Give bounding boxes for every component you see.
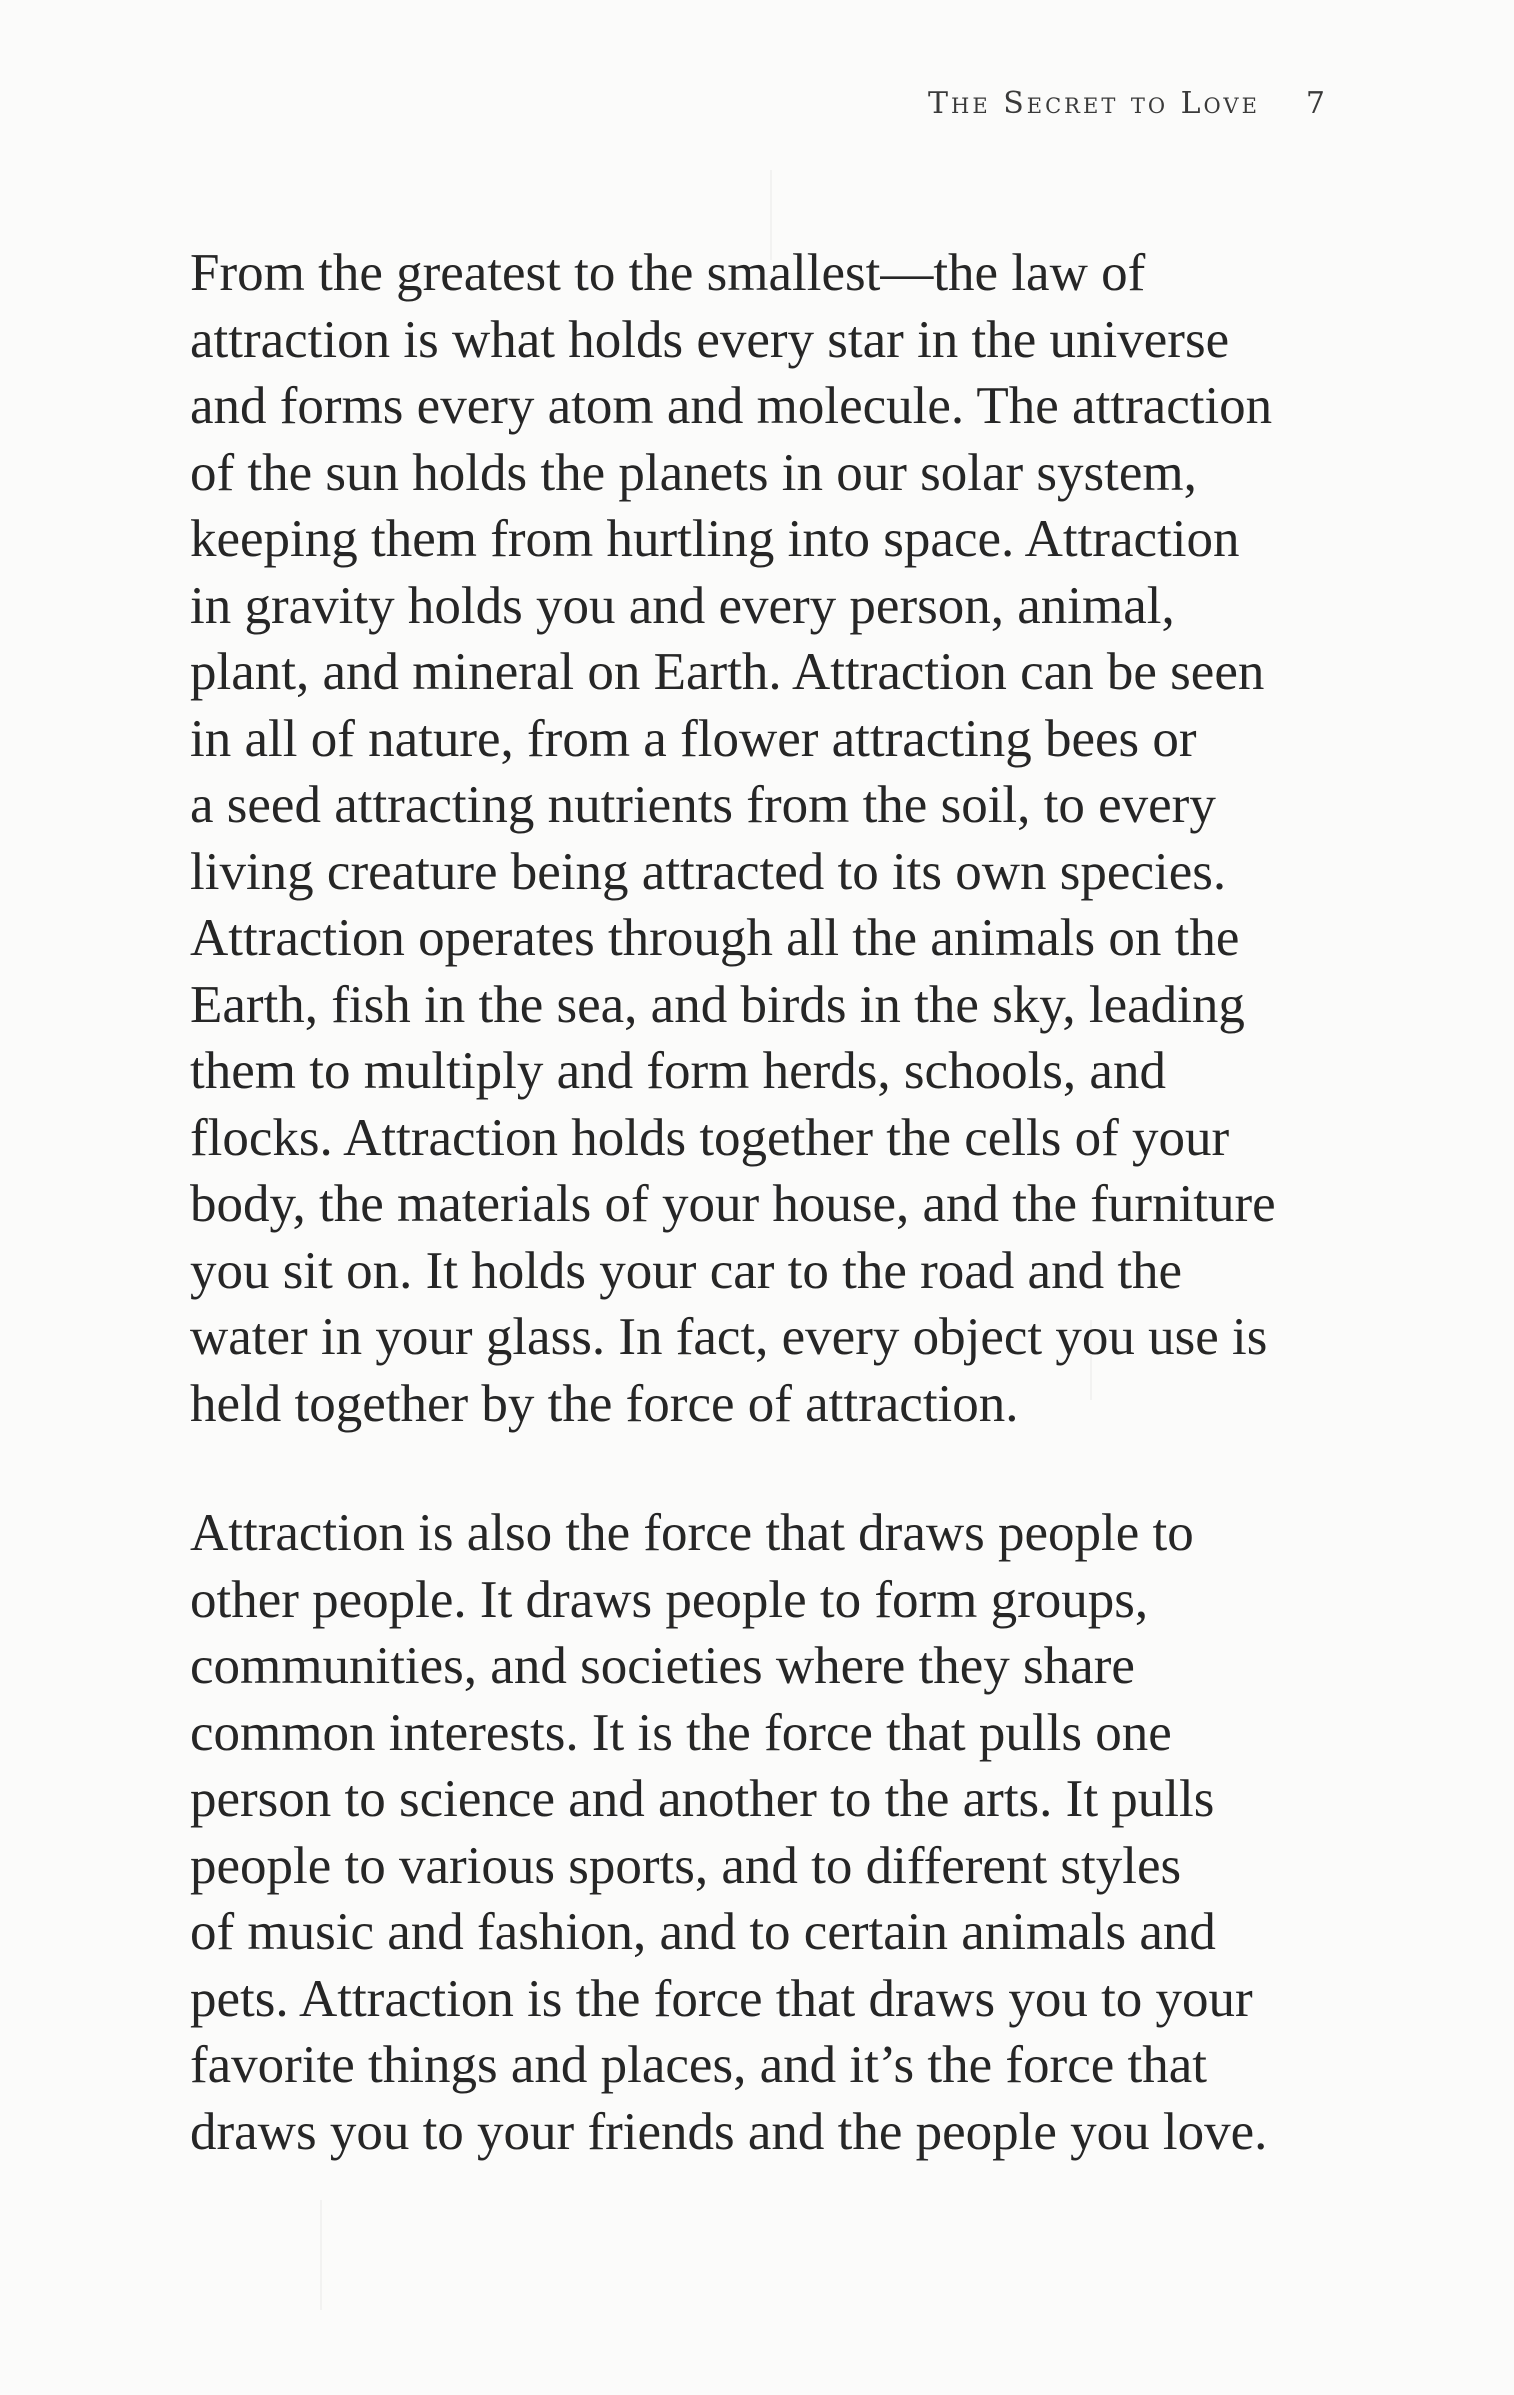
running-head (928, 86, 1328, 121)
text-line: Attraction is also the force that draws people to (190, 1504, 1194, 1562)
text-line: pets. Attraction is the force that draws you to your (190, 1969, 1253, 2028)
text-line: and forms every atom and molecule. The attraction (190, 377, 1273, 435)
text-line: plant, and mineral on Earth. Attraction can be seen (190, 643, 1265, 701)
text-line: keeping them from hurtling into space. Attraction (190, 510, 1240, 568)
text-line: you sit on. It holds your car to the road and the (190, 1241, 1183, 1300)
text-line: person to science and another to the arts. It pulls (190, 1770, 1215, 1828)
text-line: them to multiply and form herds, schools, and (190, 1042, 1166, 1100)
text-line: living creature being attracted to its own species. (190, 842, 1227, 901)
text-line: common interests. It is the force that pulls one (190, 1703, 1172, 1762)
text-line: flocks. Attraction holds together the cells of your (190, 1108, 1230, 1167)
running-head-title: The Secret to Love (928, 86, 1260, 121)
text-line: held together by the force of attraction. (190, 1374, 1019, 1433)
paragraph-1 (190, 240, 1340, 1437)
text-line: other people. It draws people to form groups, (190, 1570, 1149, 1629)
text-line: communities, and societies where they share (190, 1637, 1135, 1695)
text-line: favorite things and places, and it’s the force that (190, 2036, 1207, 2094)
text-line: of music and fashion, and to certain animals and (190, 1903, 1216, 1961)
text-line: a seed attracting nutrients from the soil, to every (190, 776, 1216, 834)
paragraph-2 (190, 1500, 1340, 2165)
text-line: body, the materials of your house, and the furniture (190, 1175, 1276, 1233)
text-line: in all of nature, from a flower attracting bees or (190, 709, 1197, 768)
text-line: of the sun holds the planets in our solar system, (190, 443, 1197, 502)
text-line: in gravity holds you and every person, animal, (190, 576, 1175, 635)
scan-artifact (320, 2200, 322, 2310)
text-line: people to various sports, and to different styles (190, 1836, 1182, 1895)
text-line: Attraction operates through all the animals on the (190, 909, 1240, 967)
text-line: attraction is what holds every star in the universe (190, 310, 1230, 369)
text-line: Earth, fish in the sea, and birds in the sky, leading (190, 975, 1245, 1034)
text-line: From the greatest to the smallest—the law of (190, 244, 1146, 302)
text-line: draws you to your friends and the people you love. (190, 2102, 1268, 2161)
text-line: water in your glass. In fact, every object you use is (190, 1308, 1268, 1366)
page-number: 7 (1305, 86, 1328, 121)
